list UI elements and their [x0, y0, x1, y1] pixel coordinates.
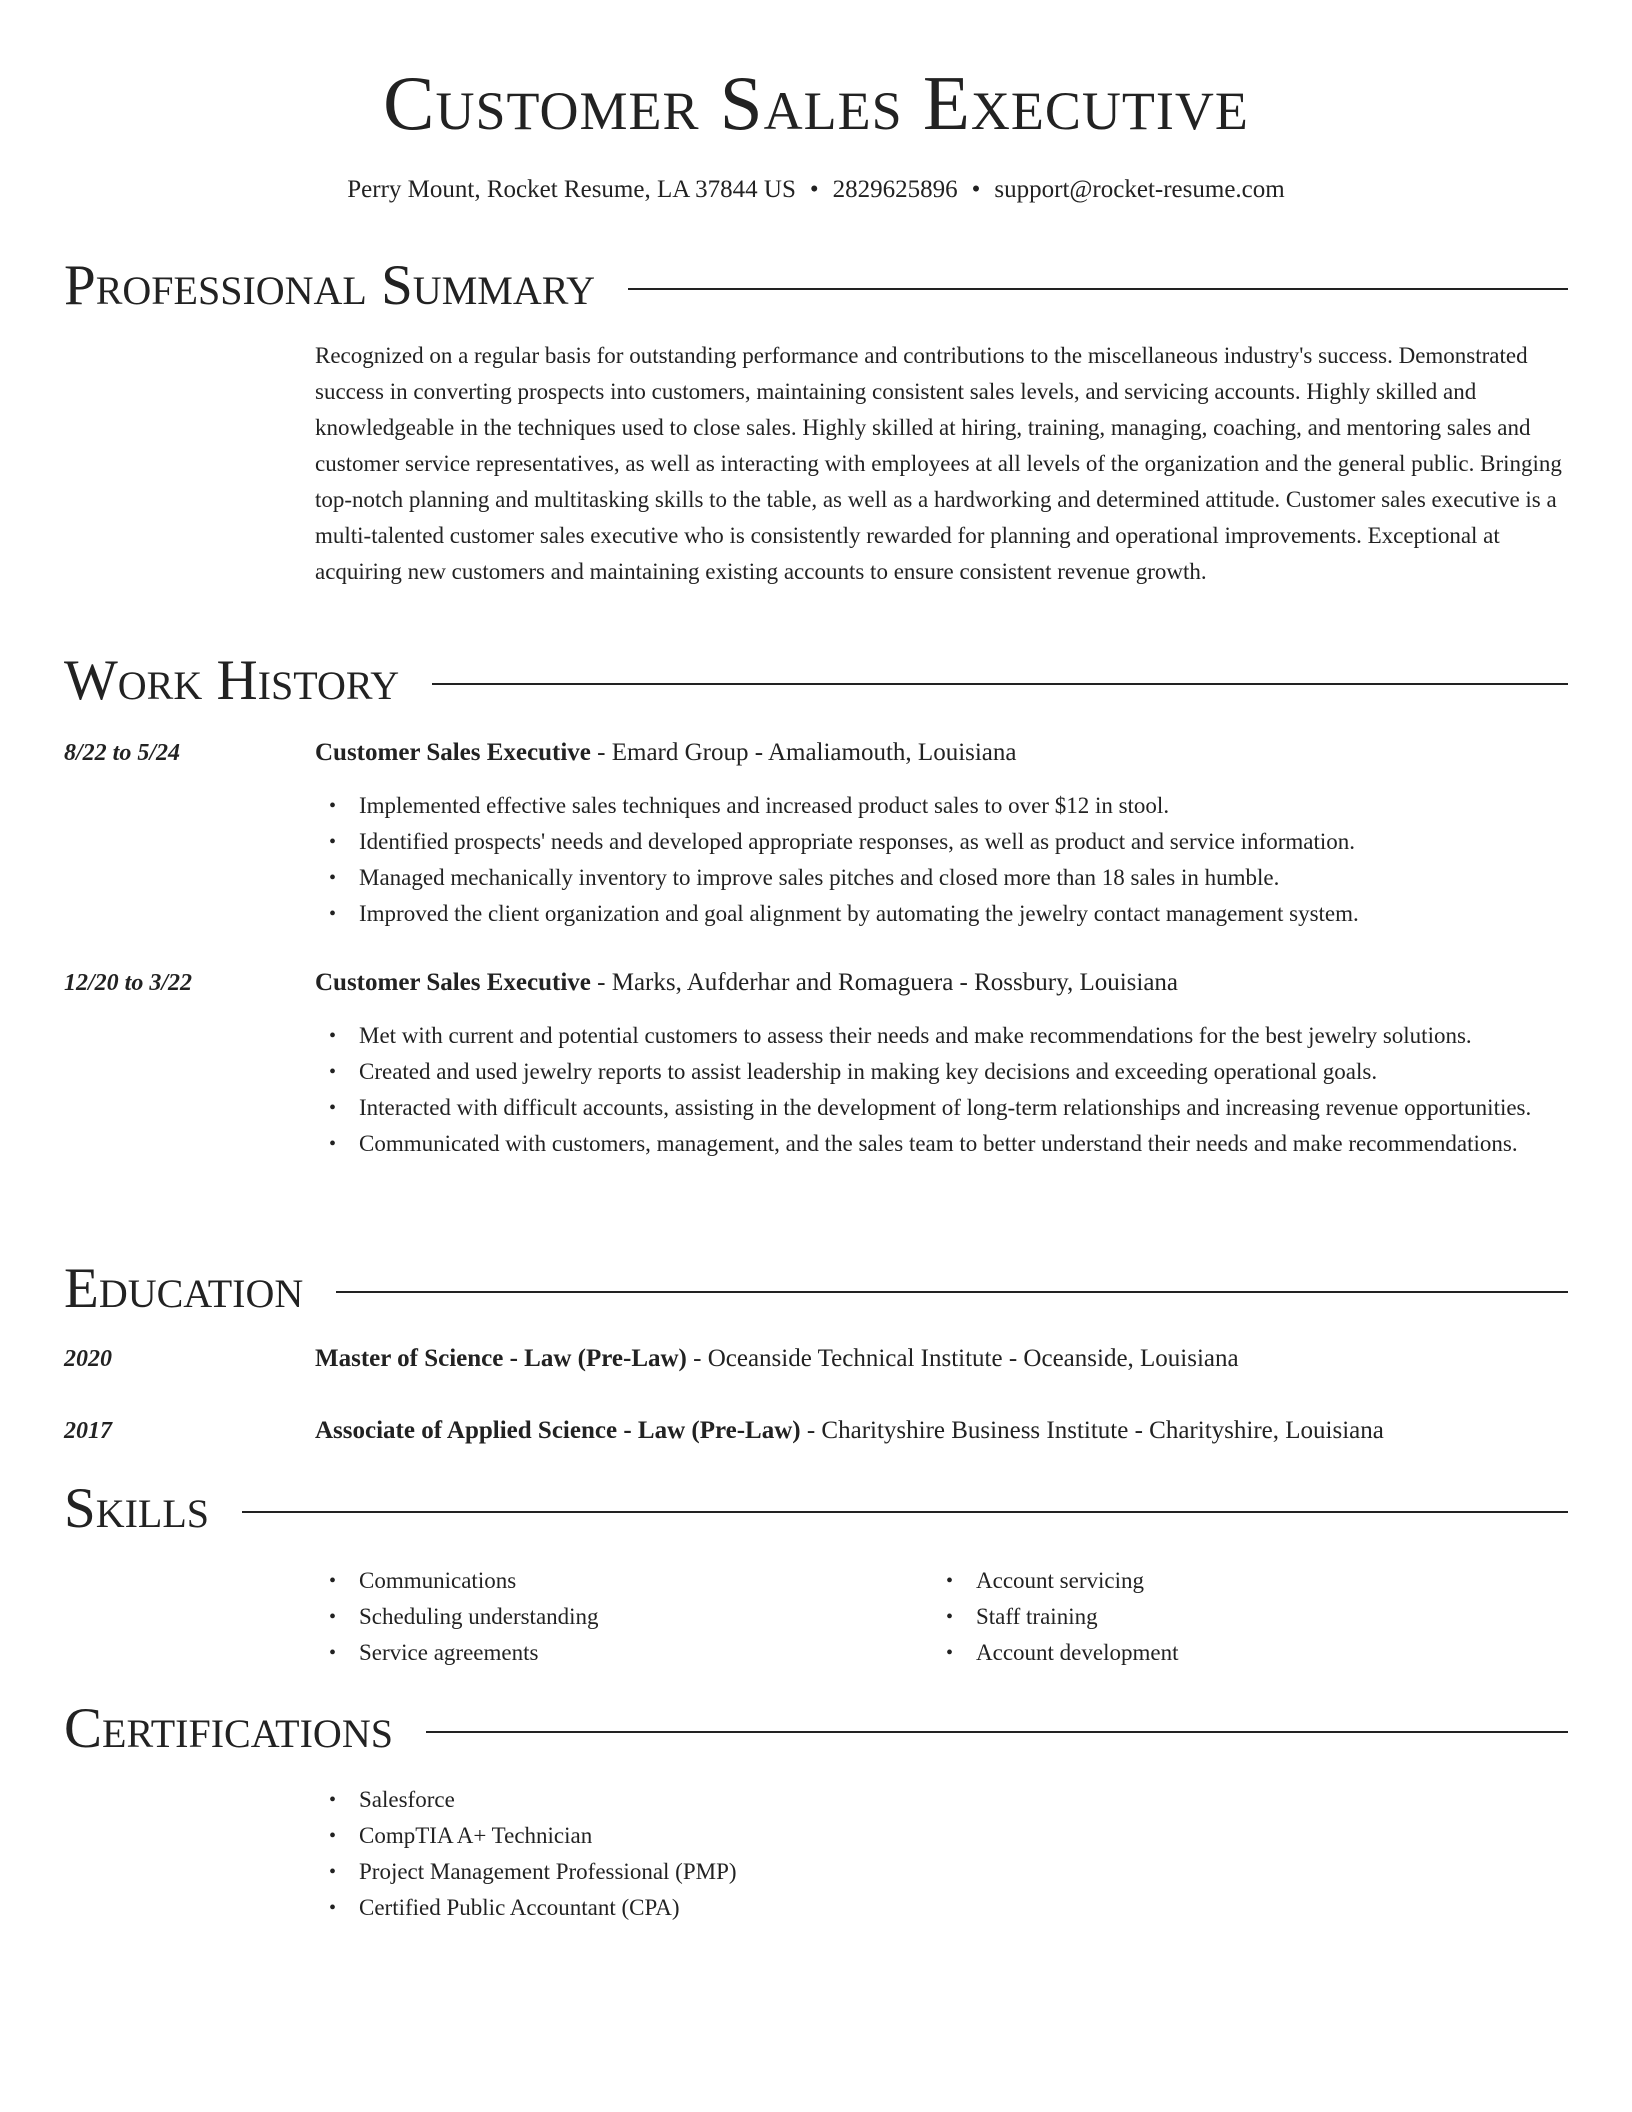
list-item: • Created and used jewelry reports to assist leadership in making key decisions and exceeding operational goals.: [359, 1054, 1629, 1090]
contact-phone: 2829625896: [832, 176, 958, 203]
section-divider: [426, 1731, 1568, 1733]
resume-name-title: Customer Sales Executive: [383, 60, 1249, 146]
certification-item: • Project Management Professional (PMP): [359, 1854, 1629, 1890]
section-divider: [432, 683, 1568, 685]
list-item: • Interacted with difficult accounts, assisting in the development of long-term relationships and increasing revenue opportunities.: [359, 1090, 1629, 1126]
certification-item: • Salesforce: [359, 1782, 1629, 1818]
section-header-certifications: [64, 1696, 1568, 1762]
job-employer-location: - Emard Group - Amaliamouth, Louisiana: [590, 739, 1017, 766]
section-divider: [336, 1291, 1568, 1293]
section-header-skills: [64, 1476, 1568, 1542]
section-header-education: [64, 1256, 1568, 1322]
section-divider: [242, 1511, 1568, 1513]
section-title-education: Education: [64, 1257, 304, 1320]
job-dates: 12/20 to 3/22: [64, 970, 193, 996]
section-title-certifications: Certifications: [64, 1697, 393, 1760]
skill-item: • Account servicing: [976, 1563, 1536, 1599]
skill-item: • Account development: [976, 1635, 1536, 1671]
contact-address: Perry Mount, Rocket Resume, LA 37844 US: [347, 176, 796, 203]
contact-separator: •: [971, 176, 981, 203]
section-title-work-history: Work History: [64, 649, 400, 712]
job-bullet-list: [315, 1018, 1629, 1162]
section-title-skills: Skills: [64, 1477, 210, 1540]
education-year: 2020: [64, 1346, 112, 1372]
education-line: [315, 1342, 1239, 1376]
job-title-line: [315, 966, 1178, 1000]
summary-text: Recognized on a regular basis for outstanding performance and contributions to the miscellaneous industry's success. Demonstrated success in converting prospects into customers, maintaining consistent sales levels, and servicing accounts. Highly skilled and knowledgeable in the techniques used to close sales. Highly skilled at hiring, training, managing, coaching, and mentoring sales and customer service representatives, as well as interacting with employees at all levels of the organization and the general public. Bringing top-notch planning and multitasking skills to the table, as well as a hardworking and determined attitude. Customer sales executive is a multi-talented customer sales executive who is consistently rewarded for planning and operational improvements. Exceptional at acquiring new customers and maintaining existing accounts to ensure consistent revenue growth.: [315, 343, 1562, 584]
job-dates: 8/22 to 5/24: [64, 740, 181, 766]
education-school-location: - Oceanside Technical Institute - Oceanside, Louisiana: [686, 1345, 1239, 1372]
job-employer-location: - Marks, Aufderhar and Romaguera - Rossbury, Louisiana: [590, 969, 1179, 996]
skills-list-left: [315, 1563, 919, 1671]
section-title-summary: Professional Summary: [64, 254, 596, 317]
certification-item: • Certified Public Accountant (CPA): [359, 1890, 1629, 1926]
contact-email[interactable]: support@rocket-resume.com: [994, 176, 1285, 203]
contact-separator: •: [809, 176, 819, 203]
education-degree: Associate of Applied Science - Law (Pre-Law): [315, 1417, 801, 1444]
job-bullet-list: [315, 788, 1629, 932]
certification-item: • CompTIA A+ Technician: [359, 1818, 1629, 1854]
skill-item: • Staff training: [976, 1599, 1536, 1635]
list-item: • Communicated with customers, management, and the sales team to better understand their needs and make recommendations.: [359, 1126, 1629, 1162]
list-item: • Improved the client organization and goal alignment by automating the jewelry contact management system.: [359, 896, 1629, 932]
section-header-summary: [64, 253, 1568, 319]
contact-line: [0, 173, 1632, 207]
education-school-location: - Charityshire Business Institute - Charityshire, Louisiana: [800, 1417, 1384, 1444]
list-item: • Managed mechanically inventory to improve sales pitches and closed more than 18 sales in humble.: [359, 860, 1629, 896]
list-item: • Met with current and potential customers to assess their needs and make recommendations for the best jewelry solutions.: [359, 1018, 1629, 1054]
education-line: [315, 1414, 1384, 1448]
skill-item: • Service agreements: [359, 1635, 919, 1671]
list-item: • Implemented effective sales techniques and increased product sales to over $12 in stool.: [359, 788, 1629, 824]
skills-list-right: [932, 1563, 1536, 1671]
education-degree: Master of Science - Law (Pre-Law): [315, 1345, 687, 1372]
certifications-list: [315, 1782, 1629, 1926]
section-header-work-history: [64, 648, 1568, 714]
job-title-line: [315, 736, 1017, 770]
skill-item: • Communications: [359, 1563, 919, 1599]
section-divider: [628, 288, 1568, 290]
list-item: • Identified prospects' needs and developed appropriate responses, as well as product and service information.: [359, 824, 1629, 860]
job-title: Customer Sales Executive: [315, 969, 591, 996]
skill-item: • Scheduling understanding: [359, 1599, 919, 1635]
education-year: 2017: [64, 1418, 112, 1444]
job-title: Customer Sales Executive: [315, 739, 591, 766]
